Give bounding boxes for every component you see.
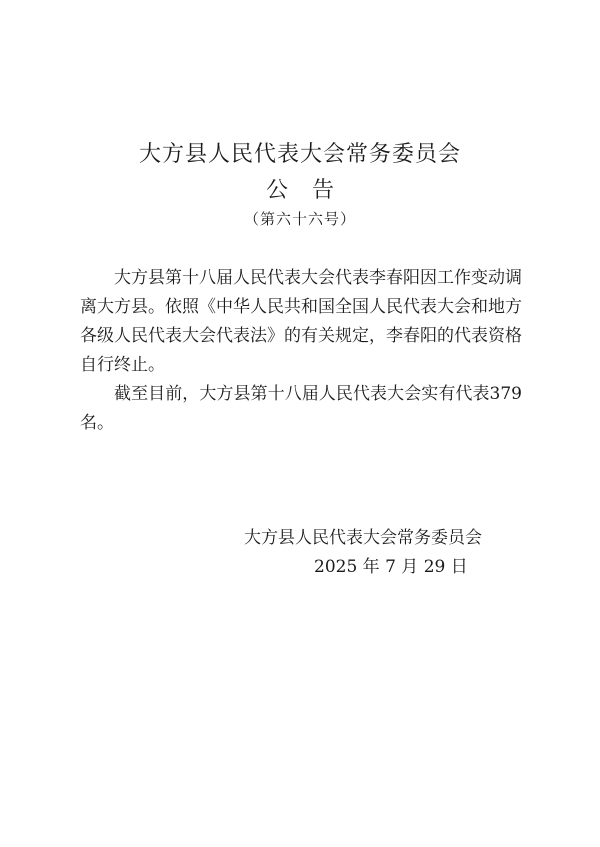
document-body xyxy=(80,264,522,438)
document-title: 大方县人民代表大会常务委员会 xyxy=(138,142,461,167)
body-paragraph-2: 截至目前，大方县第十八届人民代表大会实有代表379名。 xyxy=(80,384,522,433)
signature-date: 2025 年 7 月 29 日 xyxy=(314,557,468,577)
signature-organization: 大方县人民代表大会常务委员会 xyxy=(244,528,482,548)
announcement-number: （第六十六号） xyxy=(243,210,356,228)
body-paragraph-1: 大方县第十八届人民代表大会代表李春阳因工作变动调离大方县。依照《中华人民共和国全国人民代表大会和地方各级人民代表大会代表法》的有关规定，李春阳的代表资格自行终止。 xyxy=(80,268,522,375)
document-subtitle: 公告 xyxy=(265,178,358,203)
